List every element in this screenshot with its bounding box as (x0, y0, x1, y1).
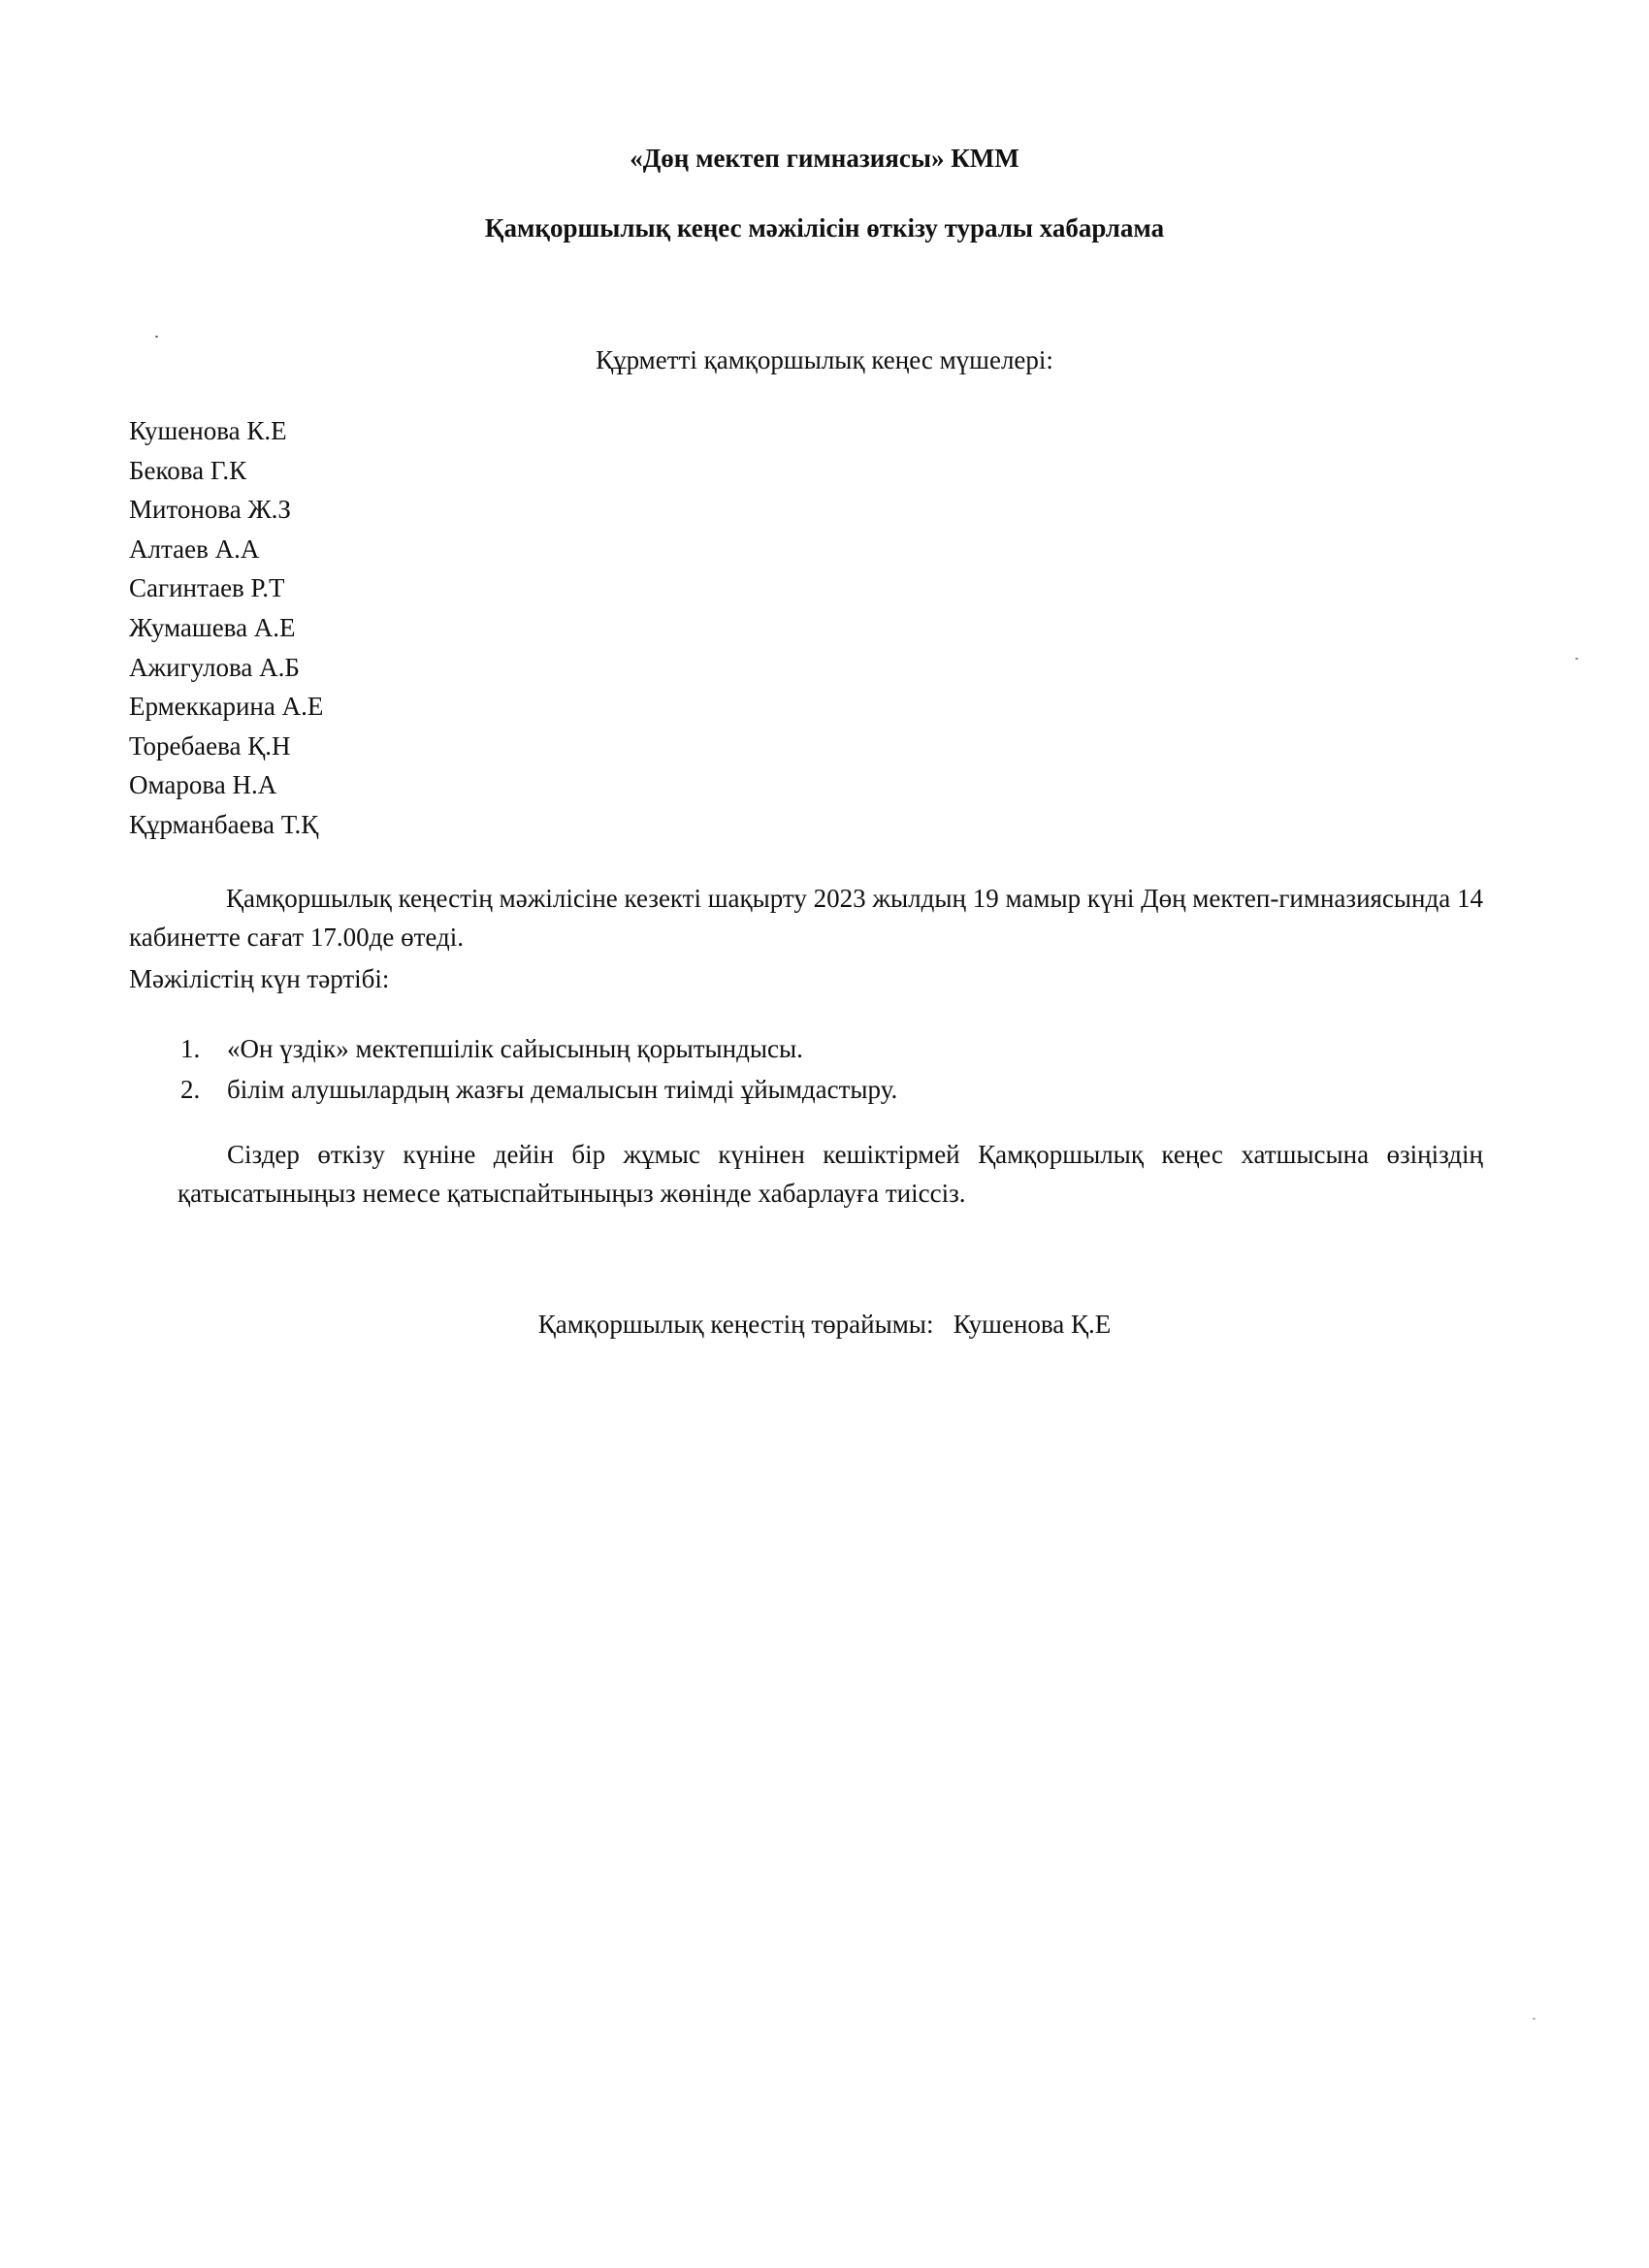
agenda-item-number: 2. (180, 1075, 201, 1104)
member-name: Ажигулова А.Б (129, 652, 300, 682)
agenda-item-text: «Он үздік» мектепшілік сайысының қорытындысы. (227, 1034, 803, 1063)
member-name: Кушенова К.Е (129, 416, 287, 445)
notice-paragraph: Сіздер өткізу күніне дейін бір жұмыс күнінен кешіктірмей Қамқоршылық кеңес хатшысына өзіңіздің қатысатыныңыз немесе қатыспайтыныңыз жөнінде хабарлауға тиіссіз. (178, 1140, 1483, 1208)
agenda-item-number: 1. (180, 1034, 201, 1063)
member-name: Омарова Н.А (129, 770, 277, 800)
member-name: Ермеккарина А.Е (129, 692, 324, 722)
agenda-item-text: білім алушылардың жазғы демалысын тиімді ұйымдастыру. (227, 1075, 898, 1104)
agenda-item (180, 1069, 897, 1110)
agenda-item (180, 1028, 897, 1069)
agenda-label: Мәжілістің күн тәртібі: (129, 964, 390, 993)
member-name: Сагинтаев Р.Т (129, 573, 285, 603)
signature-line: Қамқоршылық кеңестің төрайымы: Кушенова Қ.Е (537, 1310, 1112, 1339)
member-name: Алтаев А.А (129, 534, 260, 564)
member-name: Бекова Г.К (129, 455, 247, 485)
member-name: Жумашева А.Е (129, 612, 296, 642)
scan-speck (1533, 2018, 1536, 2020)
scan-speck (1575, 658, 1578, 660)
member-name: Құрманбаева Т.Қ (129, 809, 319, 839)
member-name: Торебаева Қ.Н (129, 730, 291, 761)
agenda-list (180, 1028, 897, 1110)
document-title: «Дөң мектеп гимназиясы» КММ (630, 144, 1019, 173)
members-list (129, 411, 323, 845)
document-subtitle: Қамқоршылық кеңес мәжілісін өткізу туралы хабарлама (484, 213, 1165, 243)
greeting-line: Құрметті қамқоршылық кеңес мүшелері: (596, 345, 1053, 374)
scan-speck (155, 336, 158, 338)
member-name: Митонова Ж.З (129, 495, 291, 525)
announcement-paragraph: Қамқоршылық кеңестің мәжілісіне кезекті шақырту 2023 жылдың 19 мамыр күні Дөң мектеп-гимназиясында 14 кабинетте сағат 17.00де өтеді. (129, 884, 1483, 952)
